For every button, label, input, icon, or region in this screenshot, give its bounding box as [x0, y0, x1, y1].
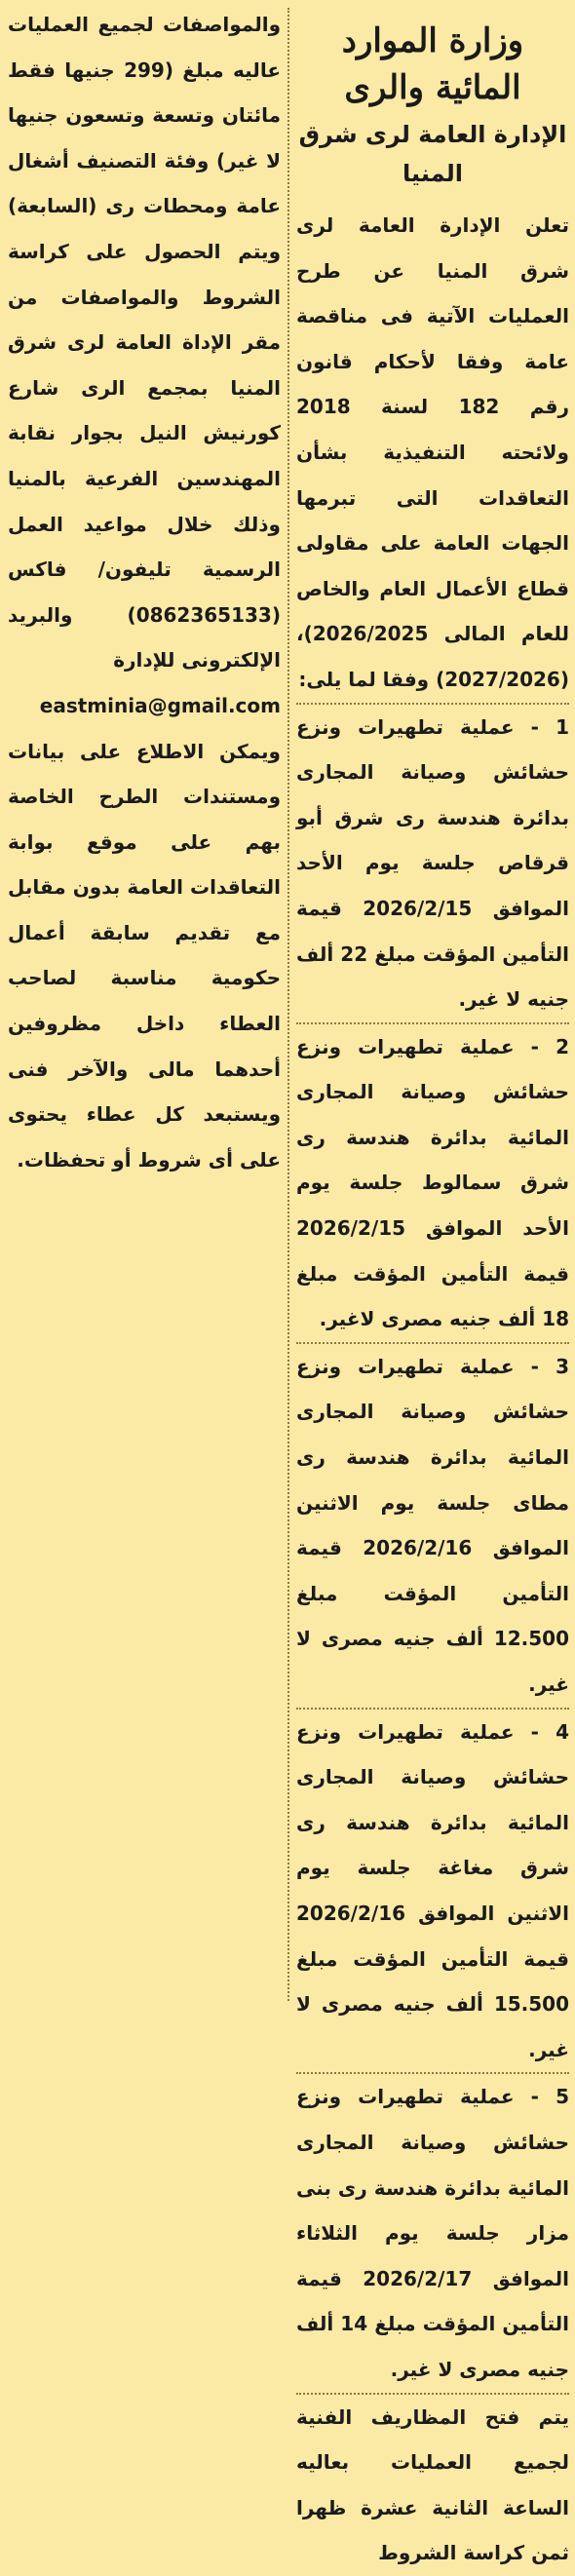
left-column — [8, 0, 281, 1182]
right-column — [296, 0, 569, 2576]
closing-block — [296, 2393, 569, 2576]
closing-paragraph: يتم فتح المظاريف الفنية لجميع العمليات بعاليه الساعة الثانية عشرة ظهرا ثمن كراسة الشروط — [296, 2404, 569, 2565]
tender-item — [296, 2072, 569, 2392]
tender-item-text: 5 - عملية تطهيرات ونزع حشائش وصيانة المجارى المائية بدائرة هندسة رى بنى مزار جلسة يوم الثلاثاء الموافق 2026/2/17 قيمة التأمين المؤقت مبلغ 14 ألف جنيه مصرى لا غير. — [296, 2085, 569, 2381]
ministry-title-line2: المائية والرى — [344, 68, 521, 107]
tender-item — [296, 703, 569, 1022]
portal-paragraph: ويمكن الاطلاع على بيانات ومستندات الطرح الخاصة بهم على موقع بوابة التعاقدات العامة بدون مقابل مع تقديم سابقة أعمال حكومية مناسبة لصاحب العطاء داخل مظروفين أحدهما مالى والآخر فنى ويستبعد كل عطاء يحتوى على أى شروط أو تحفظات. — [8, 739, 281, 1172]
contact-email[interactable]: eastminia@gmail.com — [39, 693, 281, 717]
tender-item — [296, 1708, 569, 2073]
conditions-paragraph: والمواصفات لجميع العمليات عاليه مبلغ (299 جنيها فقط مائتان وتسعة وتسعون جنيها لا غير) وفئة التصنيف أشغال عامة ومحطات رى (السابعة) ويتم الحصول على كراسة الشروط والمواصفات من مقر الإداة العامة لرى شرق المنيا بمجمع الرى شارع كورنيش النيل بجوار نقابة المهندسين الفرعية بالمنيا وذلك خلال مواعيد العمل الرسمية تليفون/ فاكس (0862365133) والبريد الإلكترونى للإدارة — [8, 13, 281, 673]
tender-item-text: 1 - عملية تطهيرات ونزع حشائش وصيانة المجارى بدائرة هندسة رى شرق أبو قرقاص جلسة يوم الأحد الموافق 2026/2/15 قيمة التأمين المؤقت مبلغ 22 ألف جنيه لا غير. — [296, 714, 569, 1012]
tender-item-text: 4 - عملية تطهيرات ونزع حشائش وصيانة المجارى المائية بدائرة هندسة رى شرق مغاغة جلسة يوم الاثنين الموافق 2026/2/16 قيمة التأمين المؤقت مبلغ 15.500 ألف جنيه مصرى لا غير. — [296, 1719, 569, 2061]
tender-item-text: 2 - عملية تطهيرات ونزع حشائش وصيانة المجارى المائية بدائرة هندسة رى شرق سمالوط جلسة يوم الأحد الموافق 2026/2/15 قيمة التأمين المؤقت مبلغ 18 ألف جنيه مصرى لاغير. — [296, 1034, 569, 1331]
tender-item — [296, 1342, 569, 1708]
column-divider — [288, 8, 289, 2001]
tender-item-text: 3 - عملية تطهيرات ونزع حشائش وصيانة المجارى المائية بدائرة هندسة رى مطاى جلسة يوم الاثنين الموافق 2026/2/16 قيمة التأمين المؤقت مبلغ 12.500 ألف جنيه مصرى لا غير. — [296, 1354, 569, 1696]
intro-paragraph: تعلن الإدارة العامة لرى شرق المنيا عن طرح العمليات الآتية فى مناقصة عامة وفقا لأحكام قانون رقم 182 لسنة 2018 ولائحته التنفيذية بشأن التعاقدات التى تبرمها الجهات العامة على مقاولى قطاع الأعمال العام والخاص للعام المالى 2026/2025)، (2027/2026) وفقا لما يلى: — [296, 213, 569, 691]
ministry-title-line1: وزارة الموارد — [341, 21, 524, 60]
directorate-heading: الإدارة العامة لرى شرق المنيا — [298, 121, 567, 187]
tender-item — [296, 1022, 569, 1342]
